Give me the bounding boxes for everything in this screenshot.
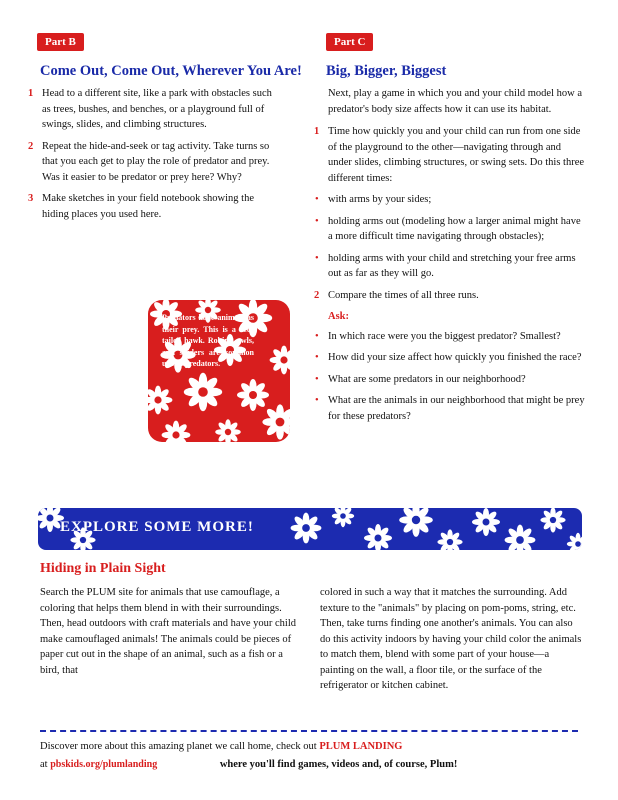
bullet-text: with arms by your sides; [328,194,432,205]
part-b-heading: Come Out, Come Out, Wherever You Are! [40,63,302,79]
bullet-text: holding arms out (modeling how a larger animal might have a more difficult time navigating through obstacles); [328,215,581,242]
explore-banner [38,508,582,550]
step-number: 3 [28,193,34,204]
part-c-question [314,372,586,388]
predator-caption-text: Predators have animals as their prey. This is a red-tailed hawk. Robins, owls, and spiders are common urban predators. [162,313,254,368]
question-text: What are some predators in our neighborhood? [328,373,526,385]
part-c-step-1 [314,124,586,186]
part-b-step-1 [28,86,283,133]
step-number: 2 [28,140,34,152]
bullet-icon: • [315,395,319,406]
footer-tagline: where you'll find games, videos and, of course, Plum! [219,759,458,770]
step-number: 1 [314,126,320,137]
part-c-question [314,350,586,366]
plum-landing-link[interactable]: pbskids.org/plumlanding [50,759,158,770]
step-number: 1 [28,88,34,99]
part-c-tag: Part C [326,33,373,51]
part-c-heading: Big, Bigger, Biggest [326,63,447,79]
plum-landing-brand[interactable]: PLUM LANDING [319,741,403,752]
step-text: Repeat the hide-and-seek or tag activity. Take turns so that you each get to play the role of predator and prey. Was it easier to be predator or prey here? Why? [42,140,270,183]
bullet-icon: • [315,215,319,227]
part-c-intro: Next, play a game in which you and your child model how a predator's body size affects how it can use its habitat. [328,88,582,115]
part-c-step-2 [314,288,586,304]
step-text: Make sketches in your field notebook showing the hiding places you used here. [42,193,254,220]
part-c-question [314,393,586,424]
bullet-icon: • [315,330,319,342]
part-b-step-3 [28,191,283,222]
part-b-tag: Part B [37,33,84,51]
bullet-text: holding arms with your child and stretching your free arms out as far as they will go. [328,252,576,279]
part-b-steps [28,86,283,228]
ask-label: Ask: [328,311,350,322]
footer-at: at [40,759,48,770]
footer-line-2 [40,758,580,772]
step-text: Time how quickly you and your child can run from one side of the playground to the other—navigating through and under slides, climbing structures, or swing sets. Do this three different times: [328,126,585,184]
hiding-column-2 [320,585,582,694]
hiding-text-1: Search the PLUM site for animals that use camouflage, a coloring that helps them blend in with their surroundings. Then, head outdoors with craft materials and have your child make camouflaged animals! The animals could be pieces of paper cut out in the shape of an animal, such as a fish or a bird, that [40,587,296,676]
step-number: 2 [314,289,320,301]
bullet-icon: • [315,352,319,363]
part-b-step-2 [28,139,283,186]
question-text: In which race were you the biggest predator? Smallest? [328,330,561,342]
footer-text: Discover more about this amazing planet we call home, check out [40,741,317,752]
part-c-question [314,329,586,345]
predator-caption-box [148,300,290,442]
hiding-heading: Hiding in Plain Sight [40,561,166,576]
hiding-text-2: colored in such a way that it matches the surrounding. Add texture to the "animals" by placing on pom-poms, string, etc. Then, take turns finding one another's animals. You can also do this activity indoors by having your child color the animals to match them, blend with some part of your house—a painting on the wall, a floor tile, or the surface of the refrigerator or kitchen cabinet. [320,587,582,691]
bullet-icon: • [315,194,319,205]
hiding-column-1 [40,585,298,678]
part-c-bullet [314,214,586,245]
part-c-content [314,86,586,430]
question-text: What are the animals in our neighborhood that might be prey for these predators? [328,395,585,422]
step-text: Compare the times of all three runs. [328,289,479,301]
question-text: How did your size affect how quickly you finished the race? [328,352,582,363]
bullet-icon: • [315,252,319,264]
footer [40,740,580,772]
banner-title: EXPLORE SOME MORE! [60,519,254,535]
bullet-icon: • [315,373,319,385]
footer-divider [40,730,578,732]
part-c-bullet [314,251,586,282]
part-c-bullet [314,192,586,208]
step-text: Head to a different site, like a park with obstacles such as trees, bushes, and benches, or a playground full of swings, slides, and climbing structures. [42,88,272,130]
footer-line-1 [40,740,580,754]
